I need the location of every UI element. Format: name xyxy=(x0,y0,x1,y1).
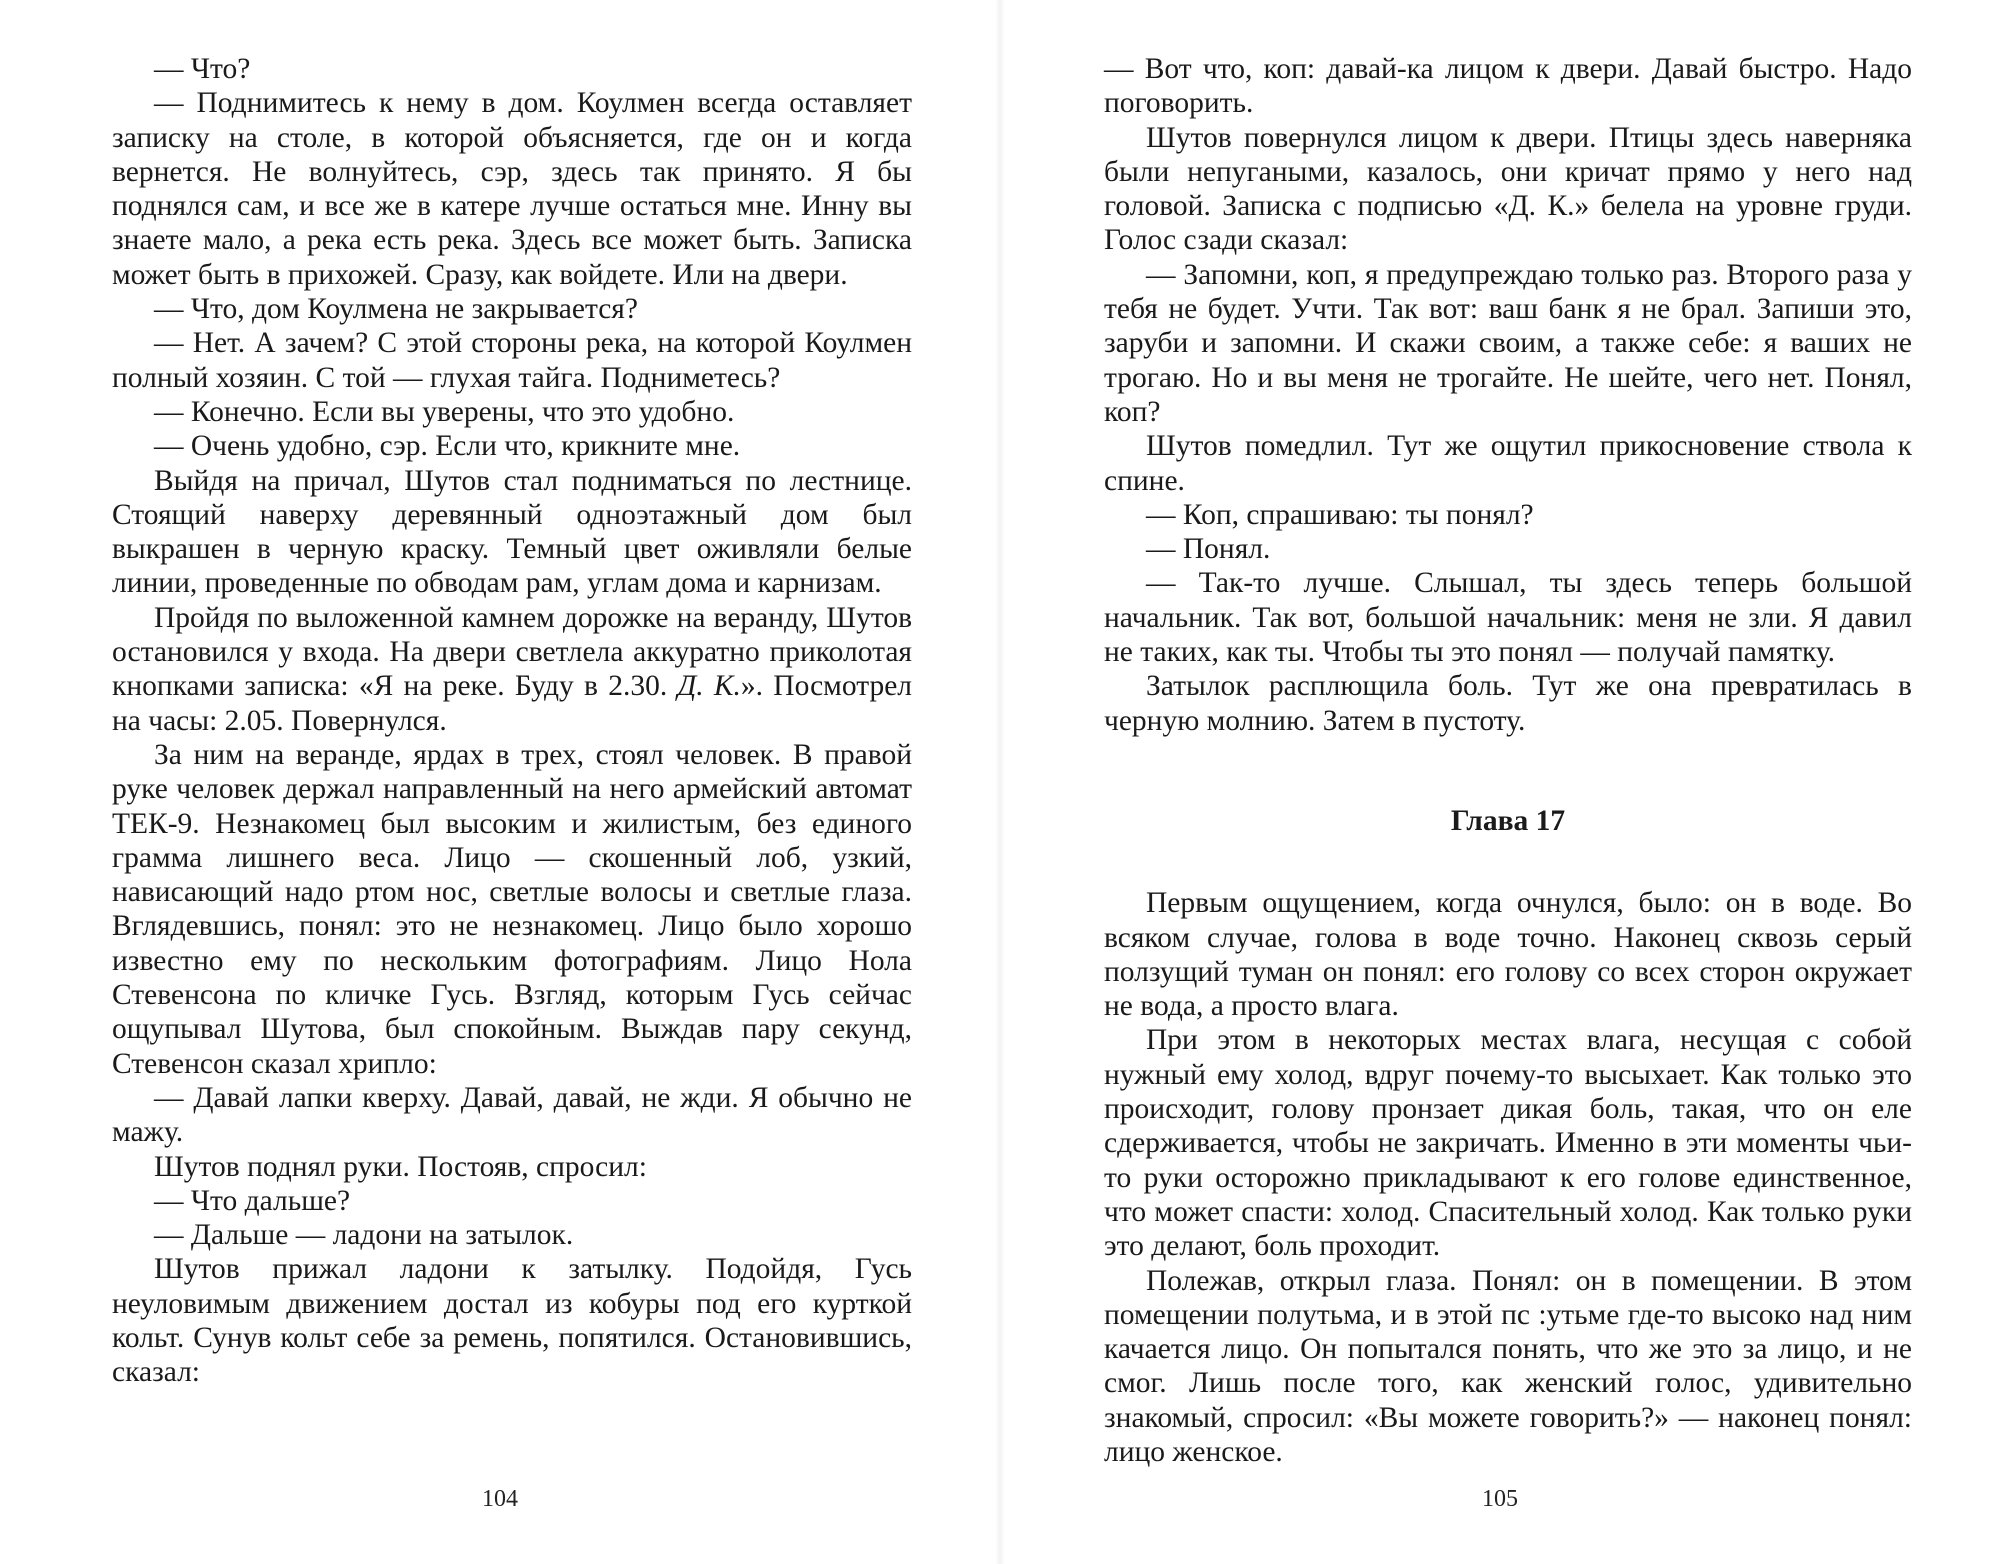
paragraph: — Коп, спрашиваю: ты понял? xyxy=(1146,498,1534,531)
paragraph: — Вот что, коп: давай-ка лицом к двери. Давай быстро. Надо поговорить. xyxy=(1104,53,1912,120)
paragraph: Полежав, открыл глаза. Понял: он в помещении. В этом помещении полутьма, и в этой пс :утьме где-то высоко над ним качается лицо. Он попытался понять, что же это за лицо, и не смог. Лишь после того, как женский голос, удивительно знакомый, спросил: «Вы можете говорить?» — наконец понял: лицо женское. xyxy=(1104,1264,1912,1468)
paragraph: Шутов прижал ладони к затылку. Подойдя, Гусь неуловимым движением достал из кобуры под его курткой кольт. Сунув кольт себе за ремень, попятился. Остановившись, сказал: xyxy=(112,1253,912,1389)
paragraph: — Запомни, коп, я предупреждаю только раз. Второго раза у тебя не будет. Учти. Так вот: ваш банк я не брал. Запиши это, заруби и запомни. И скажи своим, а также себе: я ваших не трогаю. Но и вы меня не трогайте. Не шейте, чего нет. Понял, коп? xyxy=(1104,258,1912,428)
chapter-heading: Глава 17 xyxy=(1450,804,1566,837)
paragraph: Шутов повернулся лицом к двери. Птицы здесь наверняка были непугаными, казалось, они кричат прямо у него над головой. Записка с подписью «Д. К.» белела на уровне груди. Голос сзади сказал: xyxy=(1104,121,1912,257)
paragraph-with-note xyxy=(112,601,912,738)
paragraph-text: ». Посмотрел на часы: 2.05. Повернулся. xyxy=(112,670,913,737)
paragraph: Затылок расплющила боль. Тут же она превратилась в черную молнию. Затем в пустоту. xyxy=(1104,670,1912,737)
paragraph: — Давай лапки кверху. Давай, давай, не жди. Я обычно не мажу. xyxy=(112,1081,912,1149)
paragraph: При этом в некоторых местах влага, несущая с собой нужный ему холод, вдруг почему-то высыхает. Как только это происходит, голову пронзает дикая боль, такая, что он еле сдерживается, чтобы не закричать. Именно в эти моменты чьи-то руки осторожно прикладывают к его голове единственное, что может спасти: холод. Спасительный холод. Как только руки это делают, боль проходит. xyxy=(1104,1024,1912,1263)
paragraph-text: Пройдя по выложенной камнем дорожке на веранду, Шутов остановился у входа. На двери светлела аккуратно приколотая кнопками записка: «Я на реке. Буду в 2.30. xyxy=(112,601,912,703)
paragraph: Шутов помедлил. Тут же ощутил прикосновение ствола к спине. xyxy=(1104,430,1912,497)
paragraph: За ним на веранде, ярдах в трех, стоял человек. В правой руке человек держал направленный на него армейский автомат ТЕК-9. Незнакомец был высоким и жилистым, без единого грамма лишнего веса. Лицо — скошенный лоб, узкий, нависающий надо ртом нос, светлые волосы и светлые глаза. Вглядевшись, понял: это не незнакомец. Лицо было хорошо известно ему по нескольким фотографиям. Лицо Нола Стевенсона по кличке Гусь. Взгляд, которым Гусь сейчас ощупывал Шутова, был спокойным. Выждав пару секунд, Стевенсон сказал хрипло: xyxy=(112,738,912,1080)
paragraph: — Так-то лучше. Слышал, ты здесь теперь большой начальник. Так вот, большой начальник: меня не зли. Я давил не таких, как ты. Чтобы ты это понял — получай памятку. xyxy=(1104,567,1912,669)
paragraph: — Что, дом Коулмена не закрывается? xyxy=(154,293,638,326)
paragraph: Первым ощущением, когда очнулся, было: он в воде. Во всяком случае, голова в воде точно. Наконец сквозь серый ползущий туман он понял: его голову со всех сторон окружает не вода, а просто влага. xyxy=(1104,887,1912,1023)
note-signature: Д. К. xyxy=(677,670,741,703)
left-text-column xyxy=(112,52,912,1390)
paragraph: Шутов поднял руки. Постояв, спросил: xyxy=(154,1150,647,1183)
paragraph: — Что дальше? xyxy=(154,1184,351,1217)
paragraph: — Дальше — ладони на затылок. xyxy=(154,1219,574,1252)
paragraph: — Нет. А зачем? С этой стороны река, на которой Коулмен полный хозяин. С той — глухая тайга. Подниметесь? xyxy=(112,327,912,394)
paragraph: — Поднимитесь к нему в дом. Коулмен всегда оставляет записку на столе, в которой объясняется, где он и когда вернется. Не волнуйтесь, сэр, здесь так принято. Я бы поднялся сам, и все же в катере лучше остаться мне. Инну вы знаете мало, а река есть река. Здесь все может быть. Записка может быть в прихожей. Сразу, как войдете. Или на двери. xyxy=(112,87,912,291)
paragraph: — Что? xyxy=(154,53,251,85)
paragraph: — Конечно. Если вы уверены, что это удобно. xyxy=(154,395,735,428)
page-number: 104 xyxy=(482,1486,518,1512)
paragraph: Выйдя на причал, Шутов стал подниматься по лестнице. Стоящий наверху деревянный одноэтажный дом был выкрашен в черную краску. Темный цвет оживляли белые линии, проведенные по обводам рам, углам дома и карнизам. xyxy=(112,464,912,600)
page-number: 105 xyxy=(1482,1486,1518,1512)
right-text-column xyxy=(1104,52,1912,1469)
paragraph: — Очень удобно, сэр. Если что, крикните мне. xyxy=(154,430,741,463)
right-page xyxy=(1000,0,2000,1564)
paragraph: — Понял. xyxy=(1146,533,1271,566)
